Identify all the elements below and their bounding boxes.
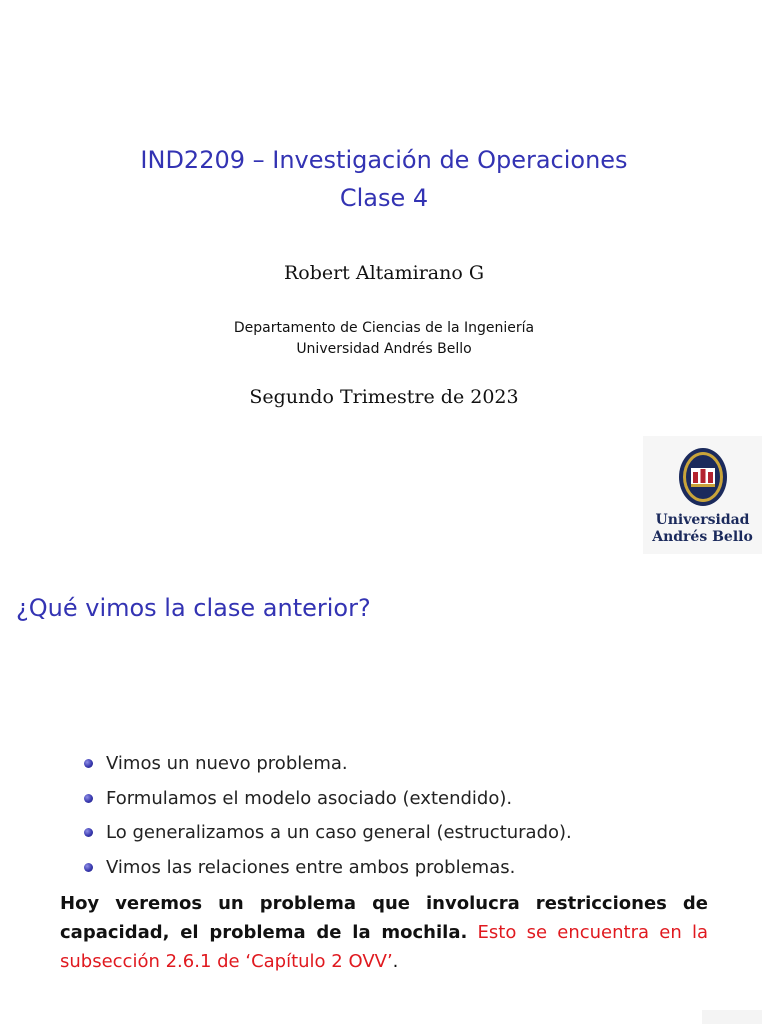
list-item	[82, 854, 572, 889]
bullet-ball-icon	[84, 828, 93, 837]
title-line-1: IND2209 – Investigación de Operaciones	[140, 146, 628, 174]
bullet-ball-icon	[84, 863, 93, 872]
title-line-2: Clase 4	[339, 184, 429, 212]
paragraph-period: .	[392, 951, 399, 972]
logo-line-2: Andrés Bello	[652, 529, 753, 545]
bullet-list	[82, 750, 572, 888]
frame-title: ¿Qué vimos la clase anterior?	[16, 594, 371, 622]
bullet-ball-icon	[84, 759, 93, 768]
bullet-ball-icon	[84, 794, 93, 803]
bullet-text: Formulamos el modelo asociado (extendido).	[106, 787, 513, 809]
content-slide	[0, 576, 768, 1024]
university-crest-icon	[677, 446, 729, 508]
bullet-text: Vimos un nuevo problema.	[106, 753, 348, 774]
presentation-title	[0, 141, 768, 217]
university: Universidad Andrés Bello	[296, 341, 472, 357]
list-item	[82, 785, 572, 820]
bold-text: Hoy veremos un problema que involucra restricciones de capacidad, el problema de la mochila.	[60, 893, 708, 943]
red-reference-text: Esto se encuentra en la subsección 2.6.1 de ‘Capítulo 2 OVV’	[60, 922, 708, 972]
logo-line-1: Universidad	[655, 512, 750, 528]
author: Robert Altamirano G	[283, 262, 485, 284]
date: Segundo Trimestre de 2023	[249, 386, 519, 408]
list-item	[82, 819, 572, 854]
bullet-text: Vimos las relaciones entre ambos problemas.	[106, 856, 516, 878]
institute	[0, 318, 768, 360]
highlight-paragraph	[60, 889, 708, 976]
department: Departamento de Ciencias de la Ingeniería	[233, 320, 535, 336]
next-slide-corner	[702, 1010, 762, 1024]
university-logo	[643, 436, 762, 554]
bullet-text: Lo generalizamos a un caso general (estructurado).	[106, 822, 572, 843]
list-item	[82, 750, 572, 785]
logo-text	[643, 512, 762, 546]
